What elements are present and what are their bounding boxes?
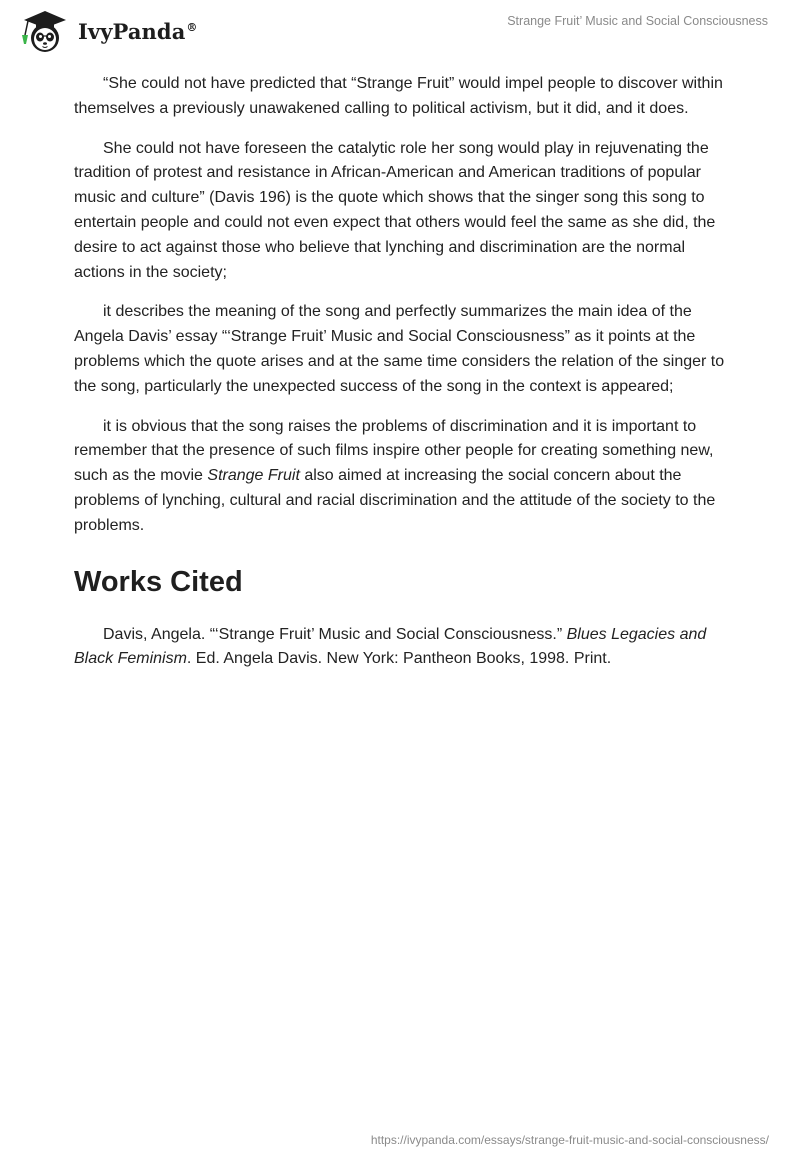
source-url-link[interactable]: https://ivypanda.com/essays/strange-fruit-music-and-social-consciousness/ (370, 1133, 769, 1147)
page-header (0, 0, 800, 60)
film-title: Strange Fruit (207, 467, 300, 485)
paragraph-2: She could not have foreseen the catalytic role her song would play in rejuvenating the tradition of protest and resistance in African-American and American traditions of popular music and culture” (Davis 196) is the quote which shows that the singer song this song to entertain people and could not even expect that others would feel the same as she did, the desire to act against those who believe that lynching and discrimination are the normal actions in the society; (74, 139, 716, 281)
book-title: Blues Legacies and Black Feminism (74, 625, 707, 668)
panda-graduate-icon (14, 8, 72, 54)
document-title: Strange Fruit’ Music and Social Consciousness (507, 14, 768, 28)
works-cited-heading: Works Cited (74, 565, 243, 598)
essay-content (74, 72, 729, 687)
ivypanda-logo[interactable] (14, 8, 198, 54)
paragraph-4: it is obvious that the song raises the problems of discrimination and it is important to remember that the presence of such films inspire other people for creating something new, such as the movie Strange Fruit also aimed at increasing the social concern about the problems of lynching, cultural and racial discrimination and the attitude of the society to the problems. (74, 417, 716, 534)
paragraph-1: “She could not have predicted that “Strange Fruit” would impel people to discover within themselves a previously unawakened calling to political activism, but it did, and it does. (74, 75, 723, 117)
paragraph-3: it describes the meaning of the song and perfectly summarizes the main idea of the Angela Davis’ essay “‘Strange Fruit’ Music and Social Consciousness” as it points at the problems which the quote arises and at the same time considers the relation of the singer to the song, particularly the unexpected success of the song in the context is appeared; (74, 303, 725, 395)
brand-name: IvyPanda® (78, 18, 198, 44)
citation-entry: Davis, Angela. “‘Strange Fruit’ Music and Social Consciousness.” Blues Legacies and Black Feminism. Ed. Angela Davis. New York: Pantheon Books, 1998. Print. (74, 625, 707, 668)
